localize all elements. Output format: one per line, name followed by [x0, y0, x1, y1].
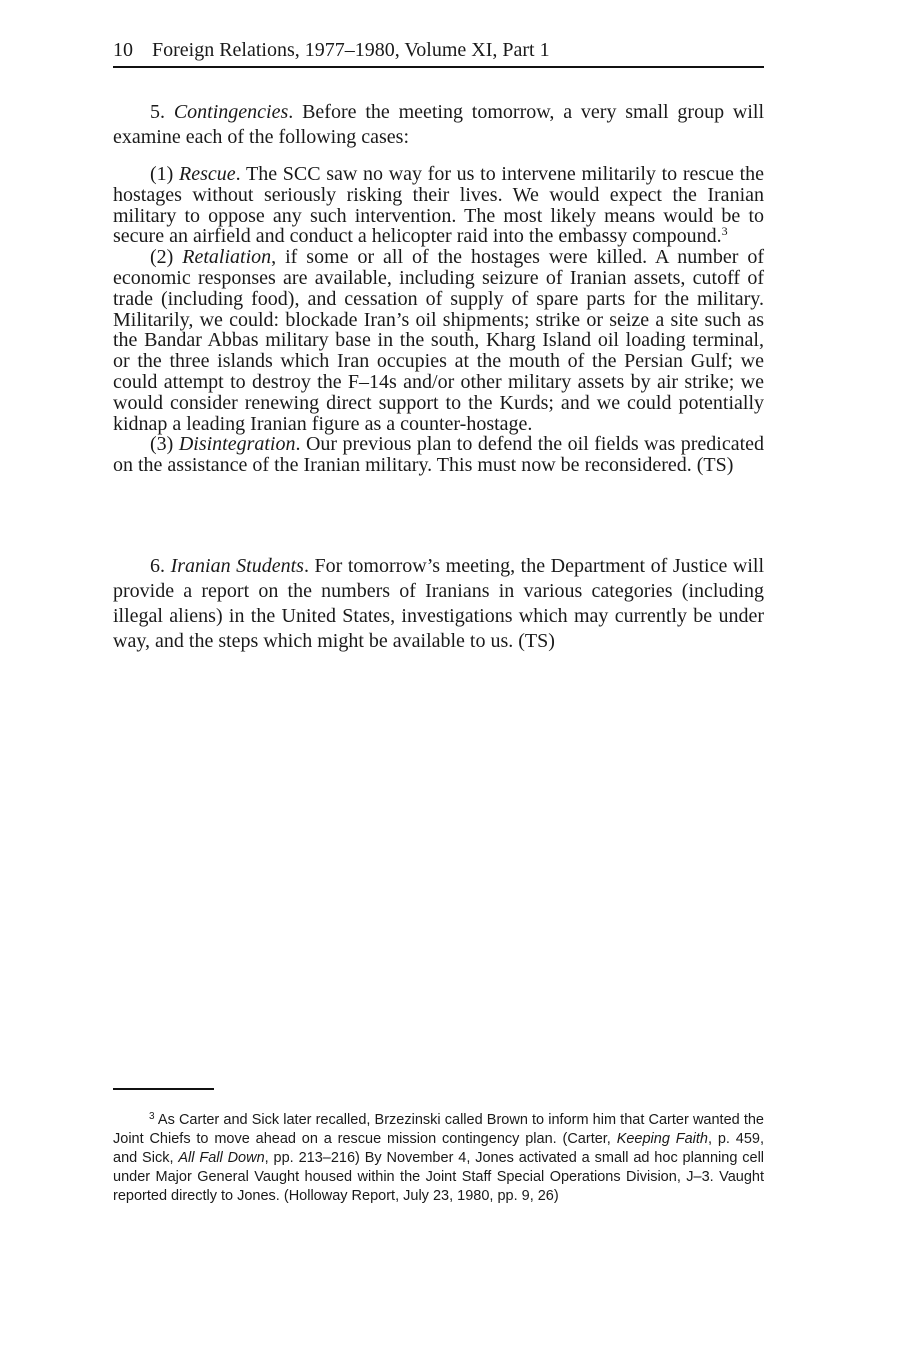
page-number: 10 — [113, 39, 133, 61]
footnote-book-title-2: All Fall Down — [178, 1150, 265, 1166]
case-disintegration — [113, 434, 764, 476]
case-disintegration-heading: Disintegration — [178, 433, 296, 456]
footnote-text-2: , p. 459, and Sick, — [113, 1131, 765, 1166]
paragraph-5-text — [113, 100, 764, 150]
paragraph-5-heading: Contingencies — [173, 101, 289, 123]
paragraph-6-body: . For tomorrow’s meeting, the Department of Justice will provide a report on the numbers of Iranians in various categories (including illegal aliens) in the United States, investigations which may currently be under way, and the steps which might be available to us. (TS) — [113, 555, 765, 652]
paragraph-5-body: . Before the meeting tomorrow, a very small group will examine each of the following cases: — [113, 101, 765, 148]
case-retaliation-number: (2) — [150, 246, 174, 269]
footnote-book-title-1: Keeping Faith — [616, 1131, 708, 1147]
footnote-3 — [113, 1111, 764, 1206]
paragraph-5-number: 5. — [150, 101, 165, 123]
case-rescue — [113, 164, 764, 247]
contingency-cases — [113, 164, 764, 476]
paragraph-6 — [113, 554, 764, 654]
paragraph-6-text — [113, 554, 764, 654]
case-retaliation-body: , if some or all of the hostages were killed. A number of economic responses are available, including seizure of Iranian assets, cutoff of trade (including food), and cessation of supply of spare parts for the military. Militarily, we could: blockade Iran’s oil shipments; strike or seize a site such as the Bandar Abbas military base in the south, Kharg Island oil loading terminal, or the three islands which Iran occupies at the mouth of the Persian Gulf; we could attempt to destroy the F–14s and/or other military assets by air strike; we would consider renewing direct support to the Kurds; and we could potentially kidnap a leading Iranian figure as a counter-hostage. — [113, 246, 765, 435]
footnote-text-3: , pp. 213–216) By November 4, Jones activated a small ad hoc planning cell under Major General Vaught housed within the Joint Staff Special Operations Division, J–3. Vaught reported directly to Jones. (Holloway Report, July 23, 1980, pp. 9, 26) — [113, 1150, 765, 1204]
case-retaliation — [113, 247, 764, 434]
case-disintegration-number: (3) — [150, 433, 174, 456]
case-rescue-number: (1) — [150, 163, 174, 185]
footnote-reference: 3 — [721, 224, 728, 239]
paragraph-6-heading: Iranian Students — [170, 555, 304, 577]
footnote-divider — [113, 1088, 214, 1090]
case-rescue-body: . The SCC saw no way for us to intervene militarily to rescue the hostages without seriously risking their lives. We would expect the Iranian military to oppose any such intervention. The most likely means would be to secure an airfield and conduct a helicopter raid into the embassy compound. — [113, 163, 764, 248]
running-header — [113, 36, 764, 68]
case-rescue-heading: Rescue — [179, 163, 236, 185]
paragraph-5 — [113, 100, 764, 150]
footnote-text-1: As Carter and Sick later recalled, Brzezinski called Brown to inform him that Carter wanted the Joint Chiefs to move ahead on a rescue mission contingency plan. (Carter, — [113, 1112, 764, 1147]
case-retaliation-heading: Retaliation — [182, 246, 272, 269]
paragraph-6-number: 6. — [150, 555, 165, 577]
running-title: Foreign Relations, 1977–1980, Volume XI, Part 1 — [152, 39, 550, 61]
footnote-number: 3 — [149, 1111, 155, 1122]
case-disintegration-body: . Our previous plan to defend the oil fields was predicated on the assistance of the Iranian military. This must now be reconsidered. (TS) — [113, 433, 765, 477]
